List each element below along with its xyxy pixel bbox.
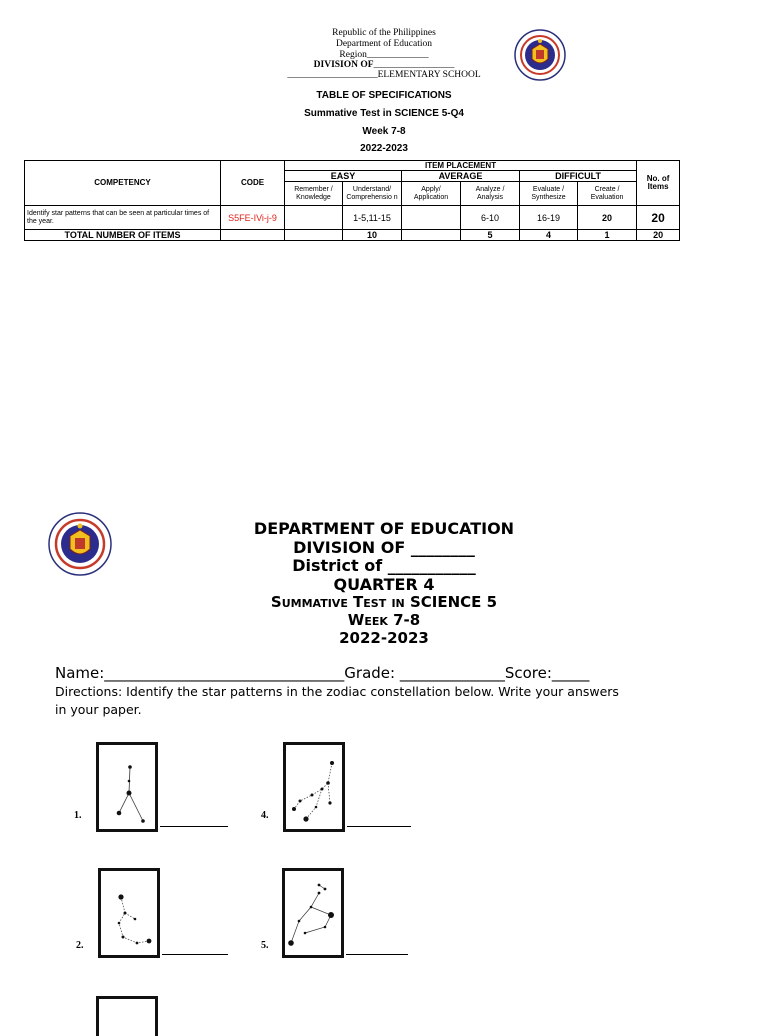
tos-week: Week 7-8 [362,126,406,137]
item-number: 1. [74,810,82,821]
totals-row [25,230,680,241]
name-grade-score-line: Name:________________________________Grade: ______________Score:_____ [55,664,590,682]
level-evaluate: Evaluate / Synthesize [520,182,578,206]
competency-cell: Identify star patterns that can be seen at particular times of the year. [25,206,221,230]
test-year: 2022-2023 [339,629,429,647]
directions-line-2: in your paper. [55,702,142,717]
republic-text: Republic of the Philippines [332,28,436,38]
constellation-frame [96,996,158,1036]
understand-cell: 1-5,11-15 [343,206,402,230]
totals-code [221,230,285,241]
test-week: Week 7-8 [347,611,421,629]
totals-analyze: 5 [461,230,520,241]
average-header: AVERAGE [402,171,520,182]
level-analyze: Analyze / Analysis [461,182,520,206]
test-subject: Summative Test in SCIENCE 5 [270,593,498,611]
constellation-frame [96,742,158,832]
evaluate-cell: 16-19 [520,206,578,230]
remember-cell [285,206,343,230]
constellation-taurus-icon [285,871,341,955]
totals-evaluate: 4 [520,230,578,241]
totals-remember [285,230,343,241]
totals-understand: 10 [343,230,402,241]
total-cell: 20 [637,206,680,230]
code-header: CODE [221,161,285,206]
difficult-header: DIFFICULT [520,171,637,182]
answer-line[interactable] [160,826,228,827]
table-row [25,206,680,230]
apply-cell [402,206,461,230]
level-remember: Remember / Knowledge [285,182,343,206]
department-text: Department of Education [335,39,433,49]
test-quarter: QUARTER 4 [333,575,435,594]
constellation-frame [98,868,160,958]
constellation-frame [282,868,344,958]
constellation-cancer-icon [99,745,155,829]
test-department: DEPARTMENT OF EDUCATION [253,519,515,538]
level-apply: Apply/ Application [402,182,461,206]
division-label: DIVISION OF [313,60,374,70]
region-label: Region [339,50,367,60]
item-number: 2. [76,940,84,951]
level-understand: Understand/ Comprehensio n [343,182,402,206]
answer-line[interactable] [347,826,411,827]
school-blank: ___________________ [287,70,378,80]
totals-create: 1 [578,230,637,241]
constellation-frame [283,742,345,832]
competency-header: COMPETENCY [25,161,221,206]
item-number: 5. [261,940,269,951]
region-blank: _____________ [366,50,429,60]
easy-header: EASY [285,171,402,182]
create-cell: 20 [578,206,637,230]
deped-seal-icon [514,29,566,81]
totals-apply [402,230,461,241]
test-district: District of ___________ [292,556,476,575]
school-line [0,69,768,81]
constellation-virgo-icon [286,745,342,829]
tos-title: TABLE OF SPECIFICATIONS [316,90,452,101]
item-number: 4. [261,810,269,821]
item-placement-header: ITEM PLACEMENT [285,161,637,171]
code-cell: S5FE-IVi-j-9 [221,206,285,230]
totals-total: 20 [637,230,680,241]
totals-label: TOTAL NUMBER OF ITEMS [25,230,221,241]
school-label: ELEMENTARY SCHOOL [377,70,481,80]
answer-line[interactable] [346,954,408,955]
level-create: Create / Evaluation [578,182,637,206]
tos-subtitle: Summative Test in SCIENCE 5-Q4 [304,108,464,119]
directions-line-1: Directions: Identify the star patterns in the zodiac constellation below. Write your answers [55,684,619,699]
specifications-table [24,160,680,241]
constellation-leo-icon [101,871,157,955]
tos-year: 2022-2023 [360,143,408,154]
no-items-header: No. of Items [637,161,680,206]
answer-line[interactable] [162,954,228,955]
analyze-cell: 6-10 [461,206,520,230]
division-blank: _________________ [373,60,455,70]
test-division: DIVISION OF ________ [293,538,475,557]
